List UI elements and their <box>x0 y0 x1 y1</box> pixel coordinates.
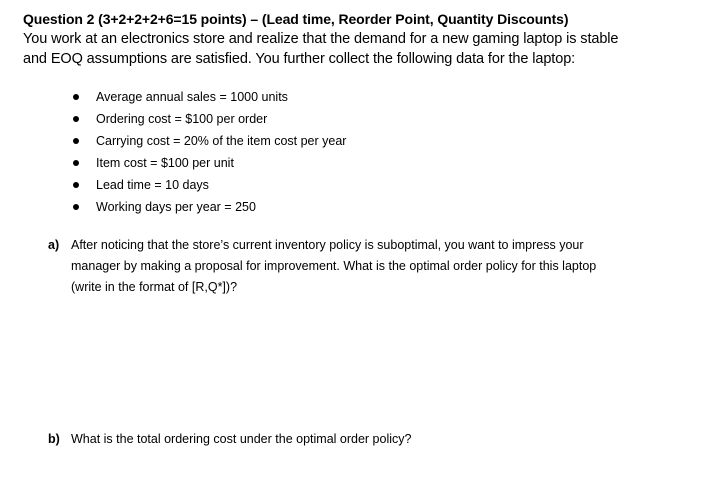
bullet-dot-icon <box>73 204 79 210</box>
part-a-line: (write in the format of [R,Q*])? <box>71 280 238 294</box>
bullet-dot-icon <box>73 138 79 144</box>
intro-line: and EOQ assumptions are satisfied. You further collect the following data for the laptop: <box>23 51 576 67</box>
bullet-dot-icon <box>73 116 79 122</box>
bullet-dot-icon <box>73 160 79 166</box>
part-a-line: After noticing that the store’s current inventory policy is suboptimal, you want to impress your <box>71 238 584 252</box>
bullet-dot-icon <box>73 94 79 100</box>
question-intro <box>23 29 683 69</box>
bullet-text: Ordering cost = $100 per order <box>96 112 268 126</box>
part-b-letter: b) <box>48 432 60 446</box>
bullet-text: Working days per year = 250 <box>96 200 256 214</box>
question-title: Question 2 (3+2+2+2+6=15 points) – (Lead time, Reorder Point, Quantity Discounts) <box>23 11 569 27</box>
part-b-line: What is the total ordering cost under the optimal order policy? <box>71 432 412 446</box>
part-a-line: manager by making a proposal for improvement. What is the optimal order policy for this laptop <box>71 259 597 273</box>
bullet-text: Item cost = $100 per unit <box>96 156 234 170</box>
part-b-text <box>71 429 411 450</box>
part-a-text <box>71 235 596 298</box>
bullet-dot-icon <box>73 182 79 188</box>
bullet-text: Carrying cost = 20% of the item cost per year <box>96 134 347 148</box>
intro-line: You work at an electronics store and realize that the demand for a new gaming laptop is stable <box>23 31 619 47</box>
part-a-letter: a) <box>48 238 60 252</box>
bullet-text: Average annual sales = 1000 units <box>96 90 288 104</box>
bullet-text: Lead time = 10 days <box>96 178 209 192</box>
